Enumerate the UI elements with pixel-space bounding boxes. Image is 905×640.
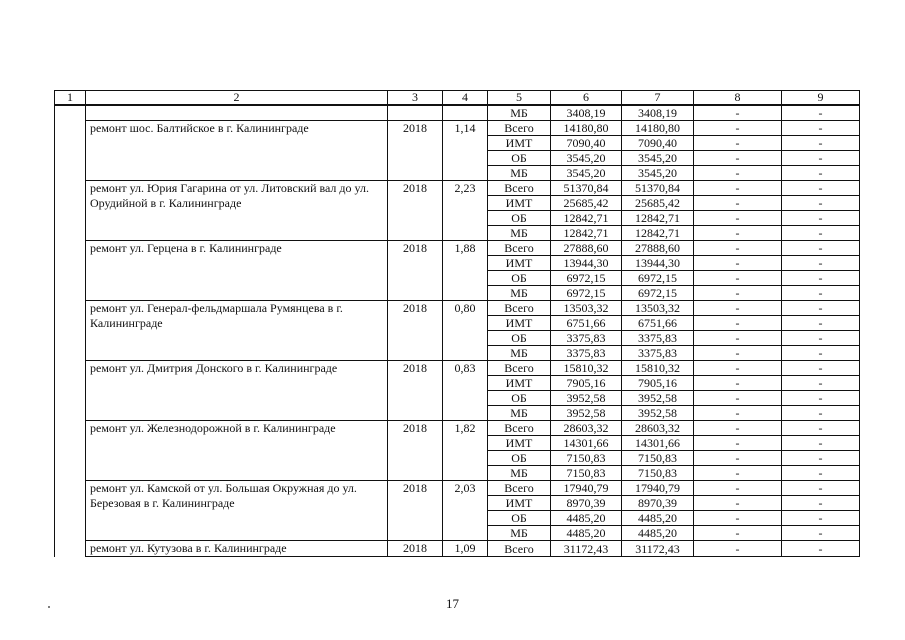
amount-cell: 3375,83: [622, 346, 694, 361]
amount-cell: 15810,32: [622, 361, 694, 376]
amount-cell: -: [694, 436, 782, 451]
year-cell: 2018: [388, 181, 443, 241]
scan-speck: [48, 606, 50, 608]
amount-cell: -: [694, 256, 782, 271]
amount-cell: -: [694, 496, 782, 511]
amount-cell: 8970,39: [622, 496, 694, 511]
funding-source-cell: МБ: [488, 346, 551, 361]
amount-cell: -: [782, 406, 860, 421]
amount-cell: 13503,32: [622, 301, 694, 316]
amount-cell: -: [694, 406, 782, 421]
table-row: [55, 121, 860, 136]
column-number: 3: [388, 91, 443, 106]
row-index-cell: [55, 105, 86, 121]
funding-source-cell: ИМТ: [488, 196, 551, 211]
table-row: [55, 301, 860, 316]
column-number: 6: [551, 91, 622, 106]
object-name-cell: ремонт ул. Юрия Гагарина от ул. Литовский вал до ул. Орудийной в г. Калининграде: [86, 181, 388, 241]
amount-cell: -: [694, 526, 782, 541]
funding-source-cell: ОБ: [488, 151, 551, 166]
table-row: [55, 181, 860, 196]
amount-cell: -: [782, 271, 860, 286]
length-cell: 1,82: [443, 421, 488, 481]
amount-cell: 27888,60: [622, 241, 694, 256]
length-cell: 0,83: [443, 361, 488, 421]
year-cell: [388, 105, 443, 121]
amount-cell: 7150,83: [551, 466, 622, 481]
amount-cell: -: [694, 376, 782, 391]
funding-source-cell: ОБ: [488, 331, 551, 346]
funding-source-cell: ОБ: [488, 451, 551, 466]
amount-cell: 6751,66: [551, 316, 622, 331]
funding-source-cell: ОБ: [488, 271, 551, 286]
amount-cell: 3375,83: [551, 346, 622, 361]
object-name-cell: ремонт ул. Генерал-фельдмаршала Румянцева в г. Калининграде: [86, 301, 388, 361]
amount-cell: -: [782, 226, 860, 241]
amount-cell: 31172,43: [622, 541, 694, 557]
amount-cell: 14301,66: [551, 436, 622, 451]
amount-cell: 7090,40: [622, 136, 694, 151]
amount-cell: -: [694, 121, 782, 136]
amount-cell: 7905,16: [551, 376, 622, 391]
amount-cell: 6972,15: [551, 271, 622, 286]
amount-cell: 31172,43: [551, 541, 622, 557]
amount-cell: -: [694, 421, 782, 436]
amount-cell: -: [782, 466, 860, 481]
amount-cell: 15810,32: [551, 361, 622, 376]
object-name-cell: ремонт ул. Дмитрия Донского в г. Калининграде: [86, 361, 388, 421]
amount-cell: -: [694, 136, 782, 151]
column-number: 8: [694, 91, 782, 106]
length-cell: 2,03: [443, 481, 488, 541]
funding-source-cell: МБ: [488, 466, 551, 481]
year-cell: 2018: [388, 421, 443, 481]
amount-cell: 4485,20: [551, 526, 622, 541]
funding-source-cell: Всего: [488, 421, 551, 436]
amount-cell: -: [694, 166, 782, 181]
amount-cell: -: [782, 526, 860, 541]
year-cell: 2018: [388, 541, 443, 557]
funding-source-cell: МБ: [488, 166, 551, 181]
year-cell: 2018: [388, 121, 443, 181]
table-row: [55, 361, 860, 376]
funding-source-cell: ОБ: [488, 211, 551, 226]
length-cell: 2,23: [443, 181, 488, 241]
table-row: [55, 541, 860, 557]
amount-cell: -: [782, 361, 860, 376]
amount-cell: 25685,42: [622, 196, 694, 211]
amount-cell: -: [694, 271, 782, 286]
amount-cell: -: [694, 151, 782, 166]
amount-cell: 3545,20: [551, 151, 622, 166]
object-name-cell: [86, 105, 388, 121]
object-name-cell: ремонт ул. Камской от ул. Большая Окружная до ул. Березовая в г. Калининграде: [86, 481, 388, 541]
amount-cell: -: [694, 211, 782, 226]
amount-cell: -: [782, 391, 860, 406]
amount-cell: 12842,71: [551, 226, 622, 241]
column-number: 5: [488, 91, 551, 106]
object-name-cell: ремонт ул. Железнодорожной в г. Калининграде: [86, 421, 388, 481]
amount-cell: -: [782, 136, 860, 151]
row-index-cell: [55, 481, 86, 541]
amount-cell: 3952,58: [622, 391, 694, 406]
amount-cell: 7150,83: [622, 451, 694, 466]
amount-cell: -: [694, 466, 782, 481]
amount-cell: -: [782, 256, 860, 271]
funding-source-cell: ИМТ: [488, 256, 551, 271]
amount-cell: -: [694, 331, 782, 346]
object-name-cell: ремонт ул. Кутузова в г. Калининграде: [86, 541, 388, 557]
funding-source-cell: Всего: [488, 481, 551, 496]
amount-cell: -: [782, 436, 860, 451]
table-row: [55, 241, 860, 256]
amount-cell: 4485,20: [622, 526, 694, 541]
amount-cell: 17940,79: [551, 481, 622, 496]
amount-cell: -: [694, 541, 782, 557]
length-cell: 1,14: [443, 121, 488, 181]
amount-cell: -: [782, 451, 860, 466]
year-cell: 2018: [388, 241, 443, 301]
amount-cell: -: [694, 286, 782, 301]
amount-cell: -: [782, 105, 860, 121]
amount-cell: 13503,32: [551, 301, 622, 316]
amount-cell: -: [694, 241, 782, 256]
amount-cell: 12842,71: [622, 211, 694, 226]
funding-source-cell: ИМТ: [488, 316, 551, 331]
funding-source-cell: ИМТ: [488, 436, 551, 451]
amount-cell: 8970,39: [551, 496, 622, 511]
amount-cell: -: [782, 481, 860, 496]
funding-source-cell: МБ: [488, 226, 551, 241]
row-index-cell: [55, 181, 86, 241]
amount-cell: -: [782, 511, 860, 526]
column-number: 4: [443, 91, 488, 106]
amount-cell: 51370,84: [622, 181, 694, 196]
funding-source-cell: Всего: [488, 181, 551, 196]
amount-cell: -: [694, 511, 782, 526]
row-index-cell: [55, 361, 86, 421]
amount-cell: -: [694, 105, 782, 121]
amount-cell: 3952,58: [622, 406, 694, 421]
amount-cell: 25685,42: [551, 196, 622, 211]
amount-cell: 4485,20: [622, 511, 694, 526]
amount-cell: -: [782, 121, 860, 136]
amount-cell: -: [694, 226, 782, 241]
amount-cell: 3375,83: [551, 331, 622, 346]
funding-source-cell: ИМТ: [488, 376, 551, 391]
amount-cell: -: [694, 196, 782, 211]
funding-source-cell: Всего: [488, 301, 551, 316]
amount-cell: -: [694, 316, 782, 331]
amount-cell: 3952,58: [551, 391, 622, 406]
table-row: [55, 481, 860, 496]
column-number: 9: [782, 91, 860, 106]
amount-cell: 12842,71: [622, 226, 694, 241]
amount-cell: -: [694, 346, 782, 361]
object-name-cell: ремонт шос. Балтийское в г. Калининграде: [86, 121, 388, 181]
column-number: 7: [622, 91, 694, 106]
amount-cell: -: [782, 196, 860, 211]
amount-cell: -: [782, 301, 860, 316]
page-number: 17: [446, 596, 459, 611]
amount-cell: 3375,83: [622, 331, 694, 346]
amount-cell: 7150,83: [551, 451, 622, 466]
amount-cell: 6972,15: [551, 286, 622, 301]
amount-cell: 6972,15: [622, 271, 694, 286]
funding-source-cell: Всего: [488, 241, 551, 256]
amount-cell: 51370,84: [551, 181, 622, 196]
column-number-row: [55, 91, 860, 106]
row-index-cell: [55, 121, 86, 181]
funding-source-cell: Всего: [488, 121, 551, 136]
amount-cell: -: [782, 316, 860, 331]
funding-source-cell: Всего: [488, 541, 551, 557]
amount-cell: -: [782, 286, 860, 301]
amount-cell: 17940,79: [622, 481, 694, 496]
amount-cell: 28603,32: [551, 421, 622, 436]
length-cell: 0,80: [443, 301, 488, 361]
budget-table: [54, 90, 860, 557]
amount-cell: -: [782, 151, 860, 166]
amount-cell: 28603,32: [622, 421, 694, 436]
amount-cell: -: [694, 361, 782, 376]
amount-cell: -: [782, 421, 860, 436]
amount-cell: 3952,58: [551, 406, 622, 421]
amount-cell: -: [782, 496, 860, 511]
amount-cell: 13944,30: [622, 256, 694, 271]
length-cell: 1,88: [443, 241, 488, 301]
amount-cell: -: [782, 541, 860, 557]
amount-cell: 3545,20: [622, 151, 694, 166]
amount-cell: 27888,60: [551, 241, 622, 256]
row-index-cell: [55, 421, 86, 481]
amount-cell: -: [782, 241, 860, 256]
table-row: [55, 105, 860, 121]
funding-source-cell: ИМТ: [488, 136, 551, 151]
amount-cell: 7150,83: [622, 466, 694, 481]
amount-cell: 6751,66: [622, 316, 694, 331]
funding-source-cell: МБ: [488, 286, 551, 301]
row-index-cell: [55, 301, 86, 361]
funding-source-cell: МБ: [488, 105, 551, 121]
amount-cell: -: [782, 166, 860, 181]
object-name-cell: ремонт ул. Герцена в г. Калининграде: [86, 241, 388, 301]
year-cell: 2018: [388, 301, 443, 361]
column-number: 2: [86, 91, 388, 106]
amount-cell: -: [782, 211, 860, 226]
amount-cell: -: [782, 331, 860, 346]
amount-cell: 4485,20: [551, 511, 622, 526]
amount-cell: 3545,20: [551, 166, 622, 181]
table-row: [55, 421, 860, 436]
row-index-cell: [55, 241, 86, 301]
amount-cell: 14180,80: [551, 121, 622, 136]
funding-source-cell: ИМТ: [488, 496, 551, 511]
amount-cell: 7090,40: [551, 136, 622, 151]
amount-cell: 14301,66: [622, 436, 694, 451]
amount-cell: -: [694, 301, 782, 316]
length-cell: 1,09: [443, 541, 488, 557]
amount-cell: -: [782, 376, 860, 391]
amount-cell: 12842,71: [551, 211, 622, 226]
amount-cell: 3545,20: [622, 166, 694, 181]
amount-cell: 6972,15: [622, 286, 694, 301]
column-number: 1: [55, 91, 86, 106]
amount-cell: 13944,30: [551, 256, 622, 271]
funding-source-cell: ОБ: [488, 511, 551, 526]
amount-cell: -: [782, 346, 860, 361]
amount-cell: -: [694, 181, 782, 196]
amount-cell: 7905,16: [622, 376, 694, 391]
funding-source-cell: МБ: [488, 526, 551, 541]
year-cell: 2018: [388, 481, 443, 541]
funding-source-cell: МБ: [488, 406, 551, 421]
length-cell: [443, 105, 488, 121]
amount-cell: -: [694, 391, 782, 406]
amount-cell: 14180,80: [622, 121, 694, 136]
funding-source-cell: ОБ: [488, 391, 551, 406]
amount-cell: 3408,19: [622, 105, 694, 121]
amount-cell: -: [694, 481, 782, 496]
funding-source-cell: Всего: [488, 361, 551, 376]
year-cell: 2018: [388, 361, 443, 421]
amount-cell: 3408,19: [551, 105, 622, 121]
row-index-cell: [55, 541, 86, 557]
amount-cell: -: [694, 451, 782, 466]
amount-cell: -: [782, 181, 860, 196]
